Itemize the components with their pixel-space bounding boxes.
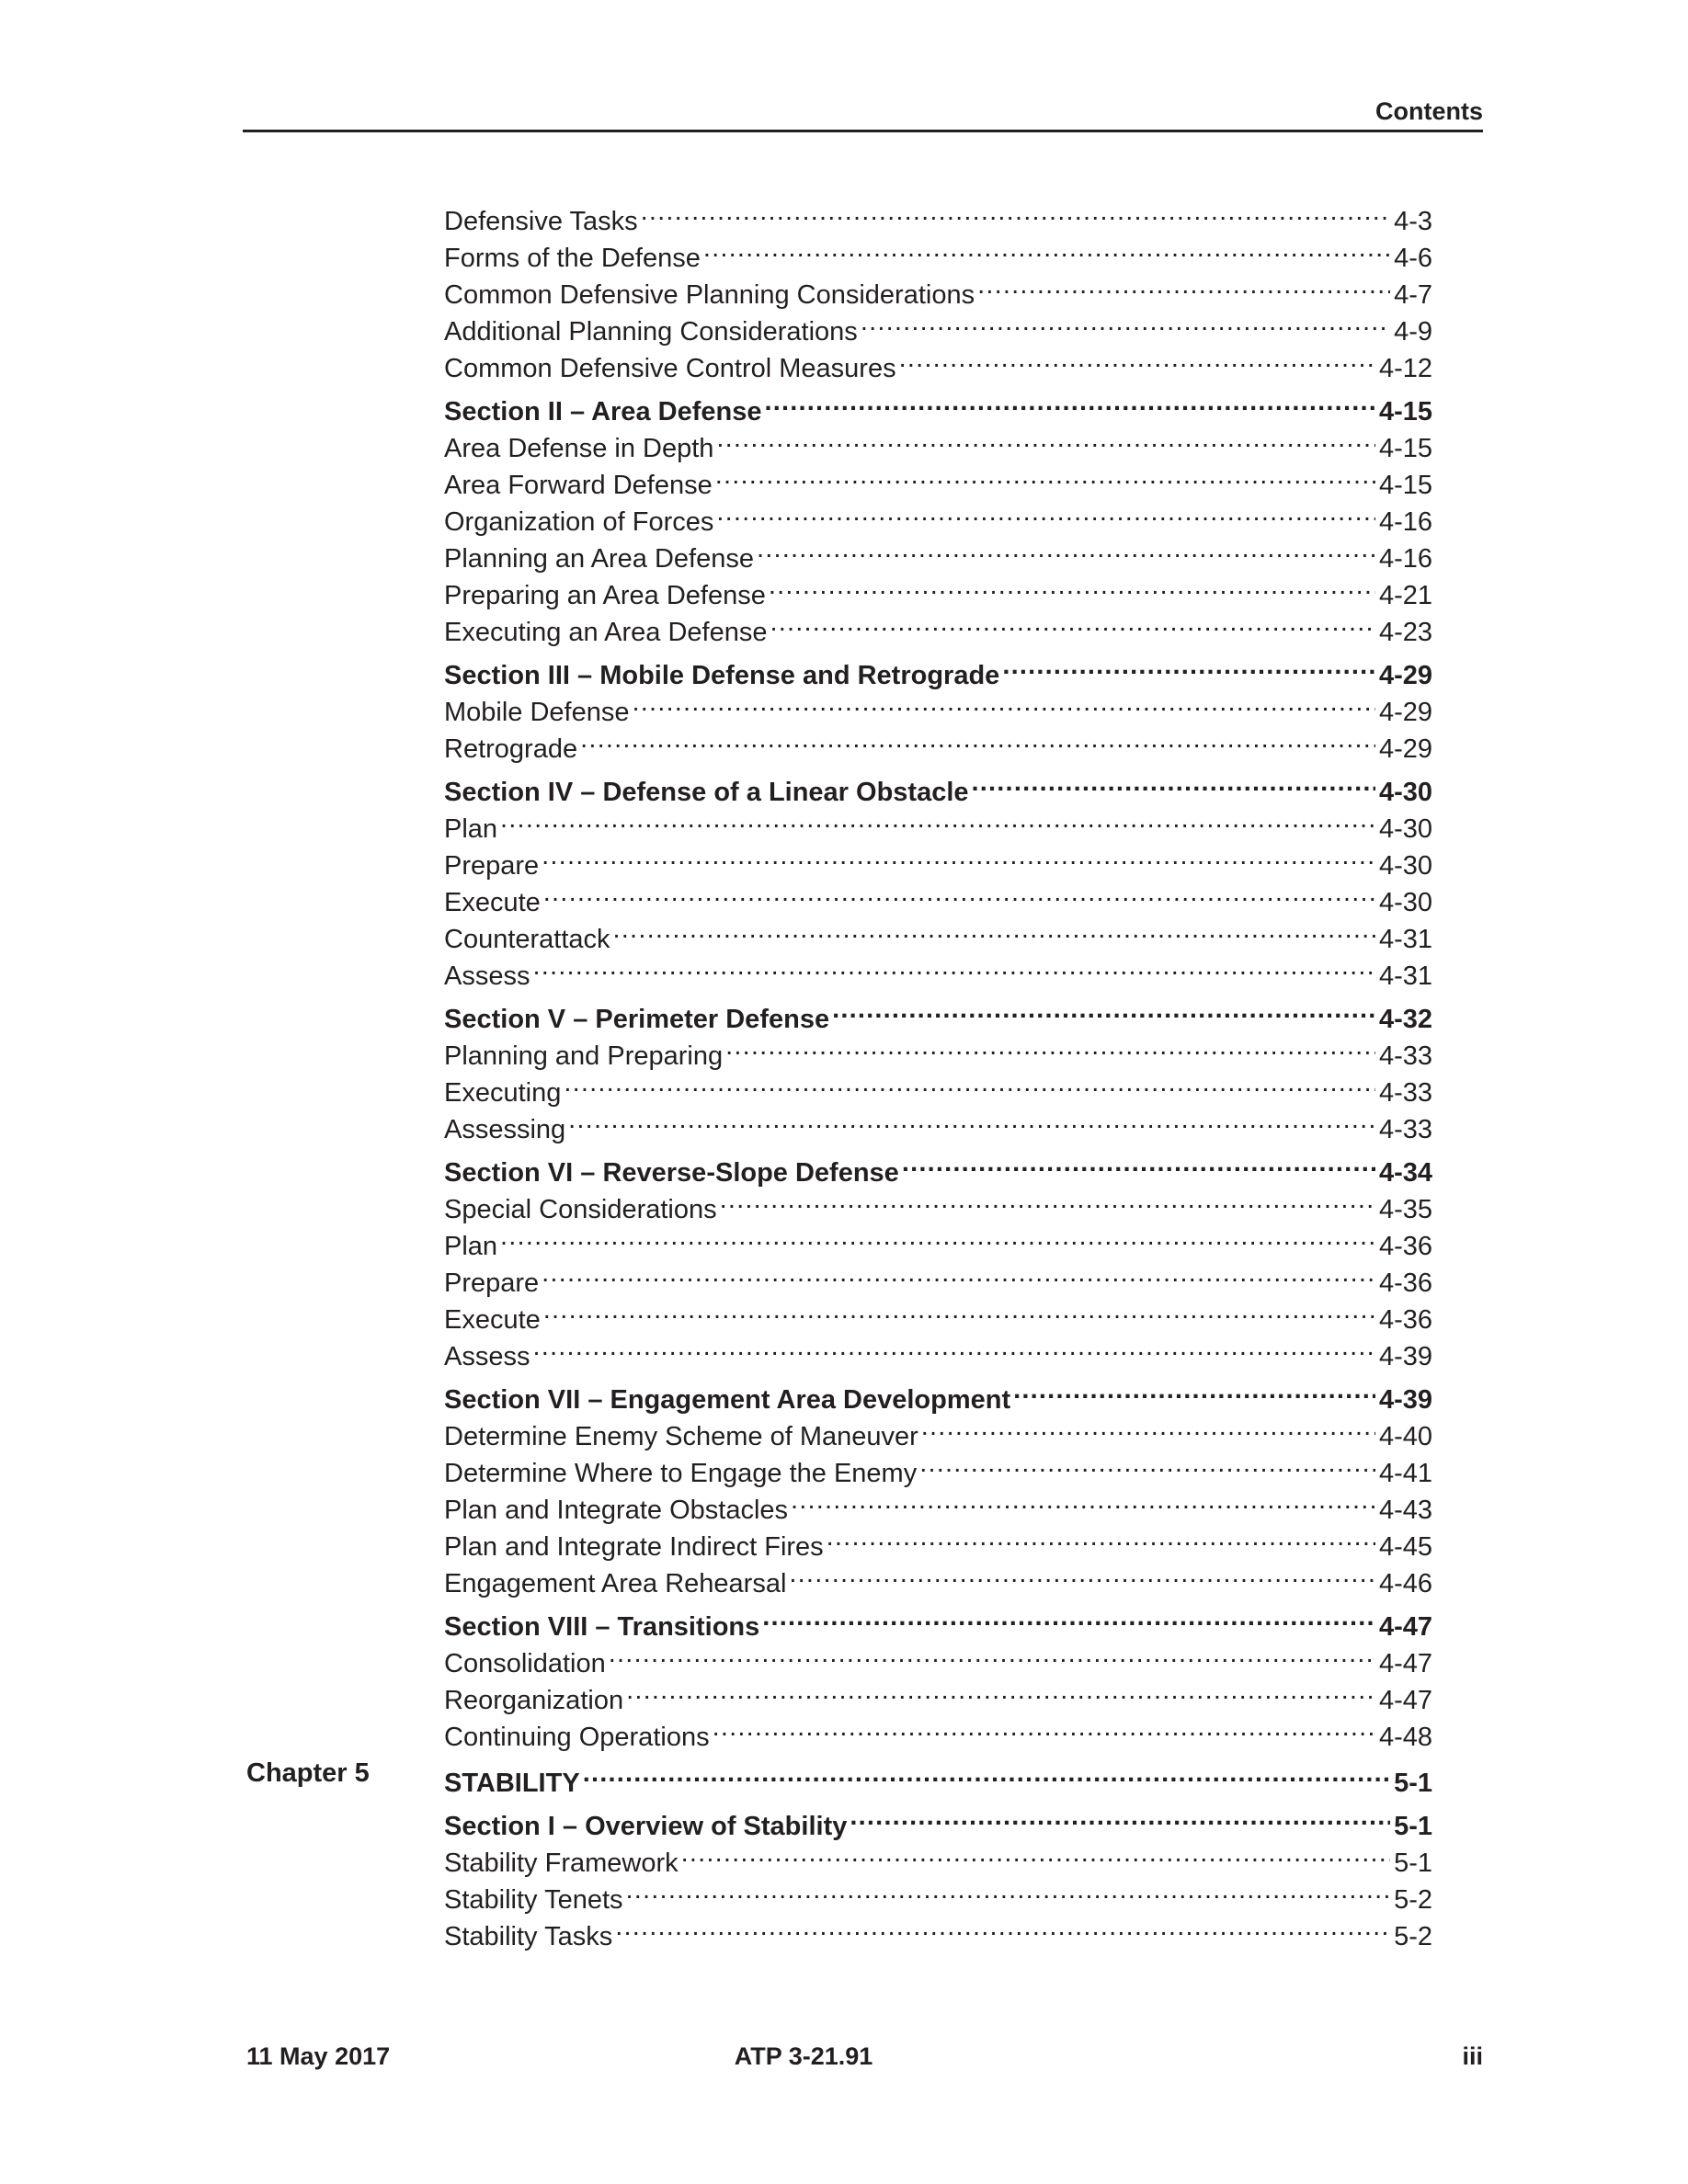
dot-leader xyxy=(568,1101,1375,1138)
dot-leader xyxy=(713,1709,1375,1746)
chapter-label: Chapter 5 xyxy=(246,1758,370,1788)
toc-entry-page: 4-21 xyxy=(1378,581,1432,610)
toc-entry[interactable] xyxy=(444,1908,1432,1951)
toc-entry[interactable] xyxy=(444,1028,1432,1071)
header-rule xyxy=(243,130,1483,132)
toc-entry-label: Additional Planning Considerations xyxy=(444,317,858,347)
dot-leader xyxy=(762,1598,1375,1635)
toc-entry-label: Plan xyxy=(444,1232,498,1261)
dot-leader xyxy=(626,1871,1391,1908)
footer-publication: ATP 3-21.91 xyxy=(734,2042,873,2070)
toc-heading-entry[interactable] xyxy=(444,1598,1432,1642)
dot-leader xyxy=(609,1635,1375,1672)
toc-entry-page: 4-12 xyxy=(1378,354,1432,383)
toc-entry-page: 5-1 xyxy=(1394,1812,1432,1841)
toc-entry-page: 4-6 xyxy=(1394,244,1432,273)
dot-leader xyxy=(972,764,1375,801)
dot-leader xyxy=(500,801,1375,837)
toc-entry[interactable] xyxy=(444,684,1432,727)
toc-entry-label: Section IV – Defense of a Linear Obstacle xyxy=(444,778,969,807)
dot-leader xyxy=(633,684,1375,721)
toc-entry-page: 4-32 xyxy=(1378,1005,1432,1034)
toc-entry[interactable] xyxy=(444,1709,1432,1752)
toc-entry-label: Organization of Forces xyxy=(444,507,714,537)
toc-entry-label: Assess xyxy=(444,1342,530,1371)
toc-entry[interactable] xyxy=(444,837,1432,881)
toc-entry-label: Assessing xyxy=(444,1115,566,1144)
toc-heading-entry[interactable] xyxy=(444,1755,1432,1798)
dot-leader xyxy=(626,1672,1375,1709)
toc-entry[interactable] xyxy=(444,1291,1432,1335)
dot-leader xyxy=(1002,647,1375,684)
toc-entry[interactable] xyxy=(444,604,1432,647)
dot-leader xyxy=(850,1798,1390,1835)
dot-leader xyxy=(861,303,1390,340)
toc-entry[interactable] xyxy=(444,457,1432,500)
toc-heading-entry[interactable] xyxy=(444,1144,1432,1188)
toc-entry[interactable] xyxy=(444,1181,1432,1224)
dot-leader xyxy=(543,874,1375,911)
toc-entry-label: Area Defense in Depth xyxy=(444,434,714,463)
dot-leader xyxy=(716,494,1375,530)
toc-entry[interactable] xyxy=(444,1064,1432,1108)
toc-entry-label: Section III – Mobile Defense and Retrograde xyxy=(444,661,1000,690)
dot-leader xyxy=(542,837,1375,874)
toc-entry[interactable] xyxy=(444,1871,1432,1915)
toc-entry-label: Defensive Tasks xyxy=(444,207,638,236)
dot-leader xyxy=(543,1291,1375,1328)
toc-entry[interactable] xyxy=(444,567,1432,610)
toc-entry[interactable] xyxy=(444,267,1432,310)
toc-entry-page: 5-1 xyxy=(1394,1769,1432,1798)
toc-entry-label: Assess xyxy=(444,961,530,991)
toc-entry[interactable] xyxy=(444,303,1432,347)
toc-entry[interactable] xyxy=(444,911,1432,954)
toc-entry-page: 4-16 xyxy=(1378,507,1432,537)
toc-entry-page: 4-30 xyxy=(1378,888,1432,917)
dot-leader xyxy=(899,340,1375,377)
toc-entry[interactable] xyxy=(444,1482,1432,1525)
dot-leader xyxy=(1013,1371,1375,1408)
toc-entry-label: Reorganization xyxy=(444,1686,624,1715)
dot-leader xyxy=(977,267,1390,303)
dot-leader xyxy=(580,721,1375,757)
toc-entry-page: 4-30 xyxy=(1378,851,1432,881)
toc-entry-label: Section VIII – Transitions xyxy=(444,1612,760,1642)
toc-entry-label: Stability Tenets xyxy=(444,1885,623,1915)
toc-entry[interactable] xyxy=(444,948,1432,991)
toc-entry-label: Area Forward Defense xyxy=(444,471,713,500)
toc-entry-page: 5-1 xyxy=(1394,1848,1432,1878)
toc-heading-entry[interactable] xyxy=(444,1798,1432,1841)
toc-entry-page: 4-33 xyxy=(1378,1078,1432,1108)
dot-leader xyxy=(720,1181,1375,1218)
dot-leader xyxy=(791,1482,1375,1519)
toc-entry-page: 4-36 xyxy=(1378,1268,1432,1298)
toc-entry-label: Mobile Defense xyxy=(444,698,630,727)
toc-entry-label: Stability Framework xyxy=(444,1848,679,1878)
toc-entry-label: Planning an Area Defense xyxy=(444,544,754,574)
toc-entry-page: 4-45 xyxy=(1378,1532,1432,1562)
toc-entry-page: 4-33 xyxy=(1378,1041,1432,1071)
toc-entry-page: 4-48 xyxy=(1378,1723,1432,1752)
toc-entry-page: 4-40 xyxy=(1378,1422,1432,1451)
toc-entry-page: 4-34 xyxy=(1378,1158,1432,1188)
toc-entry-page: 4-15 xyxy=(1378,434,1432,463)
dot-leader xyxy=(500,1218,1375,1255)
toc-entry[interactable] xyxy=(444,1101,1432,1144)
toc-entry[interactable] xyxy=(444,494,1432,537)
toc-entry[interactable] xyxy=(444,1519,1432,1562)
dot-leader xyxy=(827,1519,1375,1555)
toc-entry-page: 4-15 xyxy=(1378,471,1432,500)
dot-leader xyxy=(532,948,1374,984)
toc-heading-entry[interactable] xyxy=(444,991,1432,1034)
running-header-title: Contents xyxy=(1375,97,1483,125)
dot-leader xyxy=(919,1445,1375,1482)
toc-entry[interactable] xyxy=(444,1328,1432,1371)
toc-entry-label: Common Defensive Planning Considerations xyxy=(444,280,975,310)
toc-entry-page: 4-31 xyxy=(1378,925,1432,954)
toc-entry-page: 4-39 xyxy=(1378,1385,1432,1415)
toc-entry-page: 4-3 xyxy=(1394,207,1432,236)
toc-entry-page: 4-47 xyxy=(1378,1649,1432,1678)
toc-entry-page: 4-30 xyxy=(1378,778,1432,807)
dot-leader xyxy=(764,383,1375,420)
toc-entry-page: 4-15 xyxy=(1378,397,1432,427)
dot-leader xyxy=(725,1028,1375,1064)
toc-entry-label: Plan and Integrate Obstacles xyxy=(444,1496,789,1525)
toc-entry-page: 4-41 xyxy=(1378,1459,1432,1488)
toc-entry-page: 4-7 xyxy=(1394,280,1432,310)
dot-leader xyxy=(681,1835,1390,1871)
toc-entry-label: Counterattack xyxy=(444,925,610,954)
toc-entry-page: 5-2 xyxy=(1394,1922,1432,1951)
dot-leader xyxy=(703,230,1390,267)
toc-entry[interactable] xyxy=(444,1408,1432,1451)
toc-heading-entry[interactable] xyxy=(444,647,1432,690)
toc-entry[interactable] xyxy=(444,1835,1432,1878)
toc-entry-label: Executing an Area Defense xyxy=(444,618,768,647)
toc-heading-entry[interactable] xyxy=(444,1371,1432,1415)
toc-entry-label: Section I – Overview of Stability xyxy=(444,1812,848,1841)
dot-leader xyxy=(532,1328,1374,1365)
toc-entry-label: Prepare xyxy=(444,851,540,881)
toc-entry[interactable] xyxy=(444,530,1432,574)
toc-entry-label: Execute xyxy=(444,1305,541,1335)
toc-entry-label: STABILITY xyxy=(444,1769,580,1798)
toc-entry[interactable] xyxy=(444,1672,1432,1715)
toc-entry-label: Section VI – Reverse-Slope Defense xyxy=(444,1158,899,1188)
toc-entry[interactable] xyxy=(444,340,1432,383)
toc-entry-page: 4-29 xyxy=(1378,661,1432,690)
dot-leader xyxy=(613,911,1375,948)
toc-heading-entry[interactable] xyxy=(444,383,1432,427)
toc-entry-label: Section VII – Engagement Area Development xyxy=(444,1385,1011,1415)
toc-entry-label: Consolidation xyxy=(444,1649,606,1678)
toc-entry[interactable] xyxy=(444,420,1432,463)
footer-page-number: iii xyxy=(1462,2042,1483,2070)
toc-entry-page: 4-33 xyxy=(1378,1115,1432,1144)
toc-entry-page: 4-29 xyxy=(1378,698,1432,727)
toc-entry-label: Prepare xyxy=(444,1268,540,1298)
toc-entry[interactable] xyxy=(444,801,1432,844)
toc-entry-page: 4-36 xyxy=(1378,1232,1432,1261)
toc-entry[interactable] xyxy=(444,1555,1432,1598)
dot-leader xyxy=(769,567,1375,604)
toc-entry-page: 4-43 xyxy=(1378,1496,1432,1525)
dot-leader xyxy=(789,1555,1375,1592)
dot-leader xyxy=(542,1255,1375,1291)
footer-date: 11 May 2017 xyxy=(246,2042,391,2070)
dot-leader xyxy=(615,1908,1390,1945)
toc-entry-page: 4-31 xyxy=(1378,961,1432,991)
toc-entry-page: 4-46 xyxy=(1378,1569,1432,1598)
toc-entry-label: Planning and Preparing xyxy=(444,1041,724,1071)
toc-entry-page: 4-47 xyxy=(1378,1612,1432,1642)
toc-entry-label: Section V – Perimeter Defense xyxy=(444,1005,830,1034)
toc-entry-label: Retrograde xyxy=(444,734,578,764)
toc-entry[interactable] xyxy=(444,1218,1432,1261)
toc-entry-label: Preparing an Area Defense xyxy=(444,581,766,610)
toc-entry-page: 4-47 xyxy=(1378,1686,1432,1715)
toc-entry-label: Determine Enemy Scheme of Maneuver xyxy=(444,1422,918,1451)
toc-entry[interactable] xyxy=(444,1635,1432,1678)
dot-leader xyxy=(564,1064,1375,1101)
toc-entry-label: Continuing Operations xyxy=(444,1723,710,1752)
toc-entry-label: Stability Tasks xyxy=(444,1922,613,1951)
dot-leader xyxy=(921,1408,1375,1445)
toc-entry-page: 4-9 xyxy=(1394,317,1432,347)
toc-entry[interactable] xyxy=(444,1255,1432,1298)
toc-entry-page: 4-23 xyxy=(1378,618,1432,647)
toc-entry-label: Engagement Area Rehearsal xyxy=(444,1569,787,1598)
toc-entry-page: 4-30 xyxy=(1378,814,1432,844)
dot-leader xyxy=(902,1144,1375,1181)
dot-leader xyxy=(832,991,1375,1028)
toc-heading-entry[interactable] xyxy=(444,764,1432,807)
toc-entry-page: 4-35 xyxy=(1378,1195,1432,1224)
toc-entry[interactable] xyxy=(444,230,1432,273)
toc-entry-page: 5-2 xyxy=(1394,1885,1432,1915)
dot-leader xyxy=(583,1755,1390,1792)
toc-entry-label: Forms of the Defense xyxy=(444,244,701,273)
toc-entry-label: Executing xyxy=(444,1078,562,1108)
toc-entry[interactable] xyxy=(444,874,1432,917)
toc-entry[interactable] xyxy=(444,193,1432,236)
toc-entry-page: 4-16 xyxy=(1378,544,1432,574)
dot-leader xyxy=(770,604,1374,641)
toc-entry-label: Execute xyxy=(444,888,541,917)
toc-entry-label: Common Defensive Control Measures xyxy=(444,354,896,383)
toc-entry-page: 4-39 xyxy=(1378,1342,1432,1371)
toc-entry-page: 4-29 xyxy=(1378,734,1432,764)
dot-leader xyxy=(715,457,1375,494)
toc-entry-label: Special Considerations xyxy=(444,1195,717,1224)
toc-entry-label: Plan xyxy=(444,814,498,844)
toc-entry-page: 4-36 xyxy=(1378,1305,1432,1335)
toc-entry[interactable] xyxy=(444,1445,1432,1488)
toc-entry-label: Plan and Integrate Indirect Fires xyxy=(444,1532,824,1562)
dot-leader xyxy=(641,193,1390,230)
dot-leader xyxy=(716,420,1375,457)
toc-entry-label: Determine Where to Engage the Enemy xyxy=(444,1459,918,1488)
dot-leader xyxy=(757,530,1375,567)
toc-entry[interactable] xyxy=(444,721,1432,764)
toc-entry-label: Section II – Area Defense xyxy=(444,397,762,427)
